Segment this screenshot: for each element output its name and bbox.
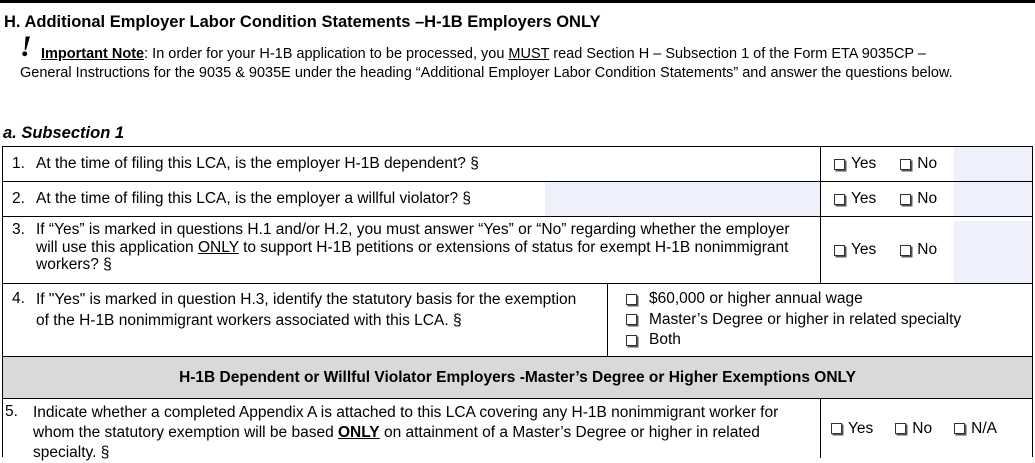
exemption-options: [626, 289, 961, 351]
checkbox-no[interactable]: [900, 241, 937, 259]
question-text: [36, 221, 796, 274]
questions-table: [2, 146, 1033, 461]
subsection-title: a. Subsection 1: [3, 124, 125, 142]
important-note: [20, 30, 1032, 83]
checkbox-both[interactable]: [626, 330, 961, 351]
checkbox-icon[interactable]: [900, 194, 911, 205]
checkbox-icon[interactable]: [831, 423, 842, 434]
option-label: Yes: [848, 419, 874, 437]
question-row-3: [3, 217, 1032, 284]
checkbox-icon[interactable]: [900, 245, 911, 256]
checkbox-icon[interactable]: [834, 245, 845, 256]
option-label: No: [912, 419, 933, 437]
question-cell: [3, 182, 820, 216]
question-cell: [3, 399, 820, 461]
checkbox-yes[interactable]: [834, 241, 876, 259]
checkbox-icon[interactable]: [834, 159, 845, 170]
question-cell: [3, 217, 820, 283]
option-label: No: [917, 155, 938, 172]
question-text: At the time of filing this LCA, is the employer a willful violator? §: [36, 190, 472, 207]
answer-field[interactable]: [954, 221, 1032, 283]
checkbox-icon[interactable]: [895, 423, 906, 434]
checkbox-no[interactable]: [895, 420, 932, 438]
question-number: 1.: [12, 155, 25, 172]
note-must: MUST: [508, 46, 550, 62]
checkbox-icon[interactable]: [834, 194, 845, 205]
checkbox-icon[interactable]: [626, 294, 637, 305]
answer-field[interactable]: [954, 182, 1032, 216]
note-text: read Section H – Subsection 1 of the Form ETA 9035CP –: [549, 46, 926, 62]
checkbox-masters-degree[interactable]: [626, 310, 961, 331]
question-cell: [3, 284, 607, 356]
checkbox-60000-wage[interactable]: [626, 289, 961, 310]
text: If “Yes” is marked in questions H.1 and/or H.2, you must answer “Yes” or “No” regarding whether the employer will use this application: [36, 221, 790, 256]
question-number: 5.: [5, 403, 18, 420]
checkbox-icon[interactable]: [900, 159, 911, 170]
answer-field[interactable]: [954, 147, 1032, 181]
text: to support H-1B petitions or extensions of status for exempt H-1B nonimmigrant workers? §: [36, 238, 789, 273]
answer-cell: [607, 284, 1032, 356]
answer-cell: [820, 399, 1032, 458]
option-label: Both: [649, 331, 681, 348]
question-row-2: [3, 182, 1032, 217]
subheader-title: H-1B Dependent or Willful Violator Employers -Master’s Degree or Higher Exemptions ONLY: [179, 369, 856, 386]
exclamation-icon: !: [20, 30, 32, 63]
checkbox-no[interactable]: [900, 190, 937, 208]
question-number: 4.: [12, 290, 25, 307]
answer-cell: [820, 182, 1032, 216]
question-number: 3.: [12, 221, 25, 238]
question-text: If "Yes" is marked in question H.3, identify the statutory basis for the exemption of the H-1B nonimmigrant workers associated with this LCA. §: [36, 291, 577, 329]
note-label: Important Note: [41, 46, 145, 62]
option-label: Yes: [851, 155, 877, 172]
question-text: [33, 403, 798, 463]
checkbox-icon[interactable]: [626, 314, 637, 325]
top-rule: [0, 0, 1035, 3]
checkbox-yes[interactable]: [834, 190, 876, 208]
answer-cell: [820, 147, 1032, 181]
checkbox-na[interactable]: [954, 420, 997, 438]
option-label: Yes: [851, 190, 877, 207]
checkbox-yes[interactable]: [834, 155, 876, 173]
note-line-1: [20, 44, 1032, 64]
emphasis: ONLY: [338, 424, 380, 441]
option-label: $60,000 or higher annual wage: [649, 290, 863, 307]
note-line-rest: General Instructions for the 9035 & 9035E under the heading “Additional Employer Labor Condition Statements” and answer the questions below.: [20, 65, 953, 81]
question-row-4: [3, 284, 1032, 357]
note-text: : In order for your H-1B application to be processed, you: [144, 46, 509, 62]
subheader-row: [3, 357, 1032, 399]
option-label: Yes: [851, 241, 877, 258]
option-label: N/A: [971, 419, 997, 437]
checkbox-icon[interactable]: [626, 335, 637, 346]
option-label: Master’s Degree or higher in related specialty: [649, 310, 962, 328]
option-label: No: [917, 241, 938, 258]
answer-cell: [820, 217, 1032, 283]
text: Indicate whether a completed Appendix A is attached to this LCA covering any H-1B nonimmigrant worker for whom the statutory exemption will be based: [33, 404, 779, 441]
question-cell: [3, 147, 820, 181]
question-text: At the time of filing this LCA, is the employer H-1B dependent? §: [36, 155, 479, 172]
question-row-5: [3, 399, 1032, 461]
question-row-1: [3, 147, 1032, 182]
text: on attainment of a Master’s Degree or higher in related specialty. §: [33, 424, 760, 461]
checkbox-yes[interactable]: [831, 420, 873, 438]
checkbox-icon[interactable]: [954, 423, 965, 434]
question-number: 2.: [12, 190, 25, 207]
option-label: No: [917, 190, 938, 207]
section-heading: H. Additional Employer Labor Condition Statements –H-1B Employers ONLY: [4, 13, 601, 31]
checkbox-no[interactable]: [900, 155, 937, 173]
emphasis: ONLY: [197, 238, 239, 256]
